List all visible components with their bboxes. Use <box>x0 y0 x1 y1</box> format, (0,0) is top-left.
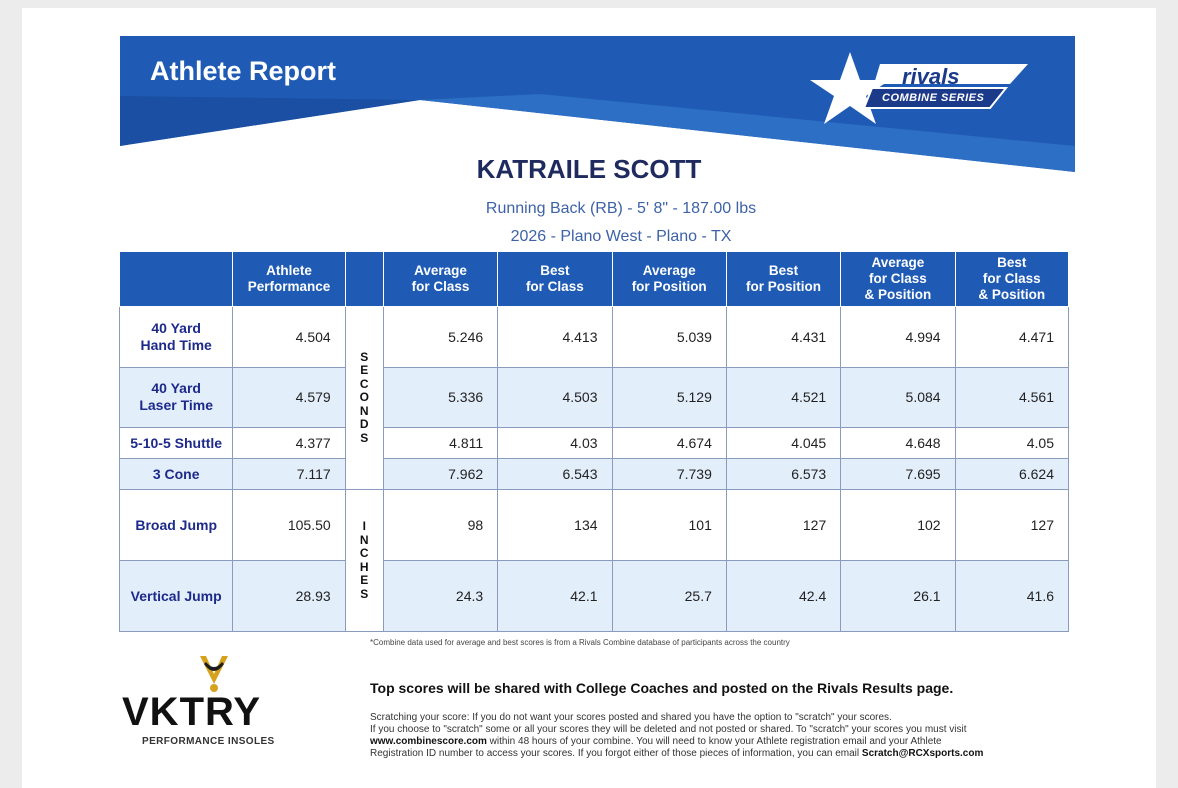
table-row-40-laser <box>120 367 1069 428</box>
avg-class-value: 98 <box>383 490 497 561</box>
athlete-value: 7.117 <box>233 459 345 490</box>
rivals-wordmark: rivals <box>902 64 960 89</box>
best-position-value: 42.4 <box>726 561 840 632</box>
avg-class-position-value: 5.084 <box>841 367 955 428</box>
avg-class-value: 24.3 <box>383 561 497 632</box>
best-position-value: 4.431 <box>726 307 840 368</box>
table-row-broad-jump <box>120 490 1069 561</box>
scratch-instructions <box>370 712 1070 760</box>
scores-shared-notice: Top scores will be shared with College Coaches and posted on the Rivals Results page. <box>370 680 954 696</box>
avg-class-position-value: 4.648 <box>841 428 955 459</box>
header-best-class-position: Best for Class & Position <box>955 252 1068 307</box>
unit-letter: C <box>359 376 369 391</box>
report-title: Athlete Report <box>150 56 337 86</box>
header-average-class-position: Average for Class & Position <box>841 252 955 307</box>
best-class-position-value: 41.6 <box>955 561 1068 632</box>
best-class-position-value: 4.561 <box>955 367 1068 428</box>
unit-letter: H <box>359 559 369 574</box>
scratch-paragraph-1: Scratching your score: If you do not want your scores posted and shared you have the option to "scratch" your scores. <box>370 712 892 723</box>
unit-letter: S <box>360 586 369 601</box>
table-row-shuttle <box>120 428 1069 459</box>
header-best-class: Best for Class <box>498 252 612 307</box>
athlete-value: 28.93 <box>233 561 345 632</box>
best-class-value: 134 <box>498 490 612 561</box>
best-class-value: 4.413 <box>498 307 612 368</box>
best-class-position-value: 127 <box>955 490 1068 561</box>
unit-letter: O <box>359 390 369 405</box>
avg-position-value: 4.674 <box>612 428 726 459</box>
unit-seconds-label <box>345 307 383 490</box>
header-metric <box>120 252 233 307</box>
vktry-logo <box>120 654 310 754</box>
best-position-value: 127 <box>726 490 840 561</box>
unit-letter: S <box>360 349 369 364</box>
vktry-wordmark: VKTRY <box>122 690 262 734</box>
unit-letter: E <box>360 573 369 588</box>
avg-position-value: 5.039 <box>612 307 726 368</box>
athlete-name: KATRAILE SCOTT <box>476 154 702 184</box>
athlete-value: 4.504 <box>233 307 345 368</box>
combine-series-wordmark: COMBINE SERIES <box>882 92 985 104</box>
avg-class-value: 4.811 <box>383 428 497 459</box>
best-position-value: 4.521 <box>726 367 840 428</box>
unit-letter: E <box>360 363 369 378</box>
metric-label: 5-10-5 Shuttle <box>120 428 233 459</box>
unit-letter: N <box>359 532 369 547</box>
avg-position-value: 7.739 <box>612 459 726 490</box>
scratch-text-cont: within 48 hours of your combine. You will need to know your Athlete registration email and your Athlete <box>486 736 942 747</box>
table-row-3-cone <box>120 459 1069 490</box>
vktry-tagline: PERFORMANCE INSOLES <box>142 736 275 747</box>
athlete-position-size: Running Back (RB) - 5' 8" - 187.00 lbs <box>485 200 757 217</box>
header-average-position: Average for Position <box>612 252 726 307</box>
scratch-paragraph-2 <box>370 724 1070 748</box>
metric-label: 40 Yard Laser Time <box>120 367 233 428</box>
unit-letter: D <box>359 417 369 432</box>
scratch-email-link[interactable]: Scratch@RCXsports.com <box>861 748 984 759</box>
best-class-position-value: 6.624 <box>955 459 1068 490</box>
header-best-position: Best for Position <box>726 252 840 307</box>
rivals-logo <box>810 50 1040 130</box>
avg-class-position-value: 26.1 <box>841 561 955 632</box>
metric-label: 3 Cone <box>120 459 233 490</box>
table-row-40-hand <box>120 307 1069 368</box>
avg-class-value: 7.962 <box>383 459 497 490</box>
metric-label: Broad Jump <box>120 490 233 561</box>
athlete-class-school: 2026 - Plano West - Plano - TX <box>510 228 732 245</box>
unit-letter: C <box>359 546 369 561</box>
scratch-paragraph-3 <box>370 748 1070 760</box>
athlete-value: 4.377 <box>233 428 345 459</box>
metric-label: Vertical Jump <box>120 561 233 632</box>
best-class-value: 4.503 <box>498 367 612 428</box>
unit-letter: S <box>360 430 369 445</box>
header-unit <box>345 252 383 307</box>
table-header-row <box>120 252 1069 307</box>
athlete-value: 4.579 <box>233 367 345 428</box>
vktry-emblem-icon <box>196 654 232 694</box>
header-average-class: Average for Class <box>383 252 497 307</box>
combinescore-link[interactable]: www.combinescore.com <box>370 736 487 747</box>
avg-class-value: 5.336 <box>383 367 497 428</box>
data-footnote: *Combine data used for average and best scores is from a Rivals Combine database of participants across the country <box>370 638 790 647</box>
header-banner <box>120 36 1075 172</box>
best-class-value: 42.1 <box>498 561 612 632</box>
avg-position-value: 101 <box>612 490 726 561</box>
header-athlete-performance: Athlete Performance <box>233 252 345 307</box>
avg-class-value: 5.246 <box>383 307 497 368</box>
best-position-value: 4.045 <box>726 428 840 459</box>
avg-class-position-value: 102 <box>841 490 955 561</box>
best-position-value: 6.573 <box>726 459 840 490</box>
avg-class-position-value: 7.695 <box>841 459 955 490</box>
results-table <box>119 251 1069 632</box>
avg-class-position-value: 4.994 <box>841 307 955 368</box>
best-class-value: 6.543 <box>498 459 612 490</box>
metric-label: 40 Yard Hand Time <box>120 307 233 368</box>
avg-position-value: 5.129 <box>612 367 726 428</box>
best-class-position-value: 4.471 <box>955 307 1068 368</box>
unit-letter: N <box>359 403 369 418</box>
best-class-value: 4.03 <box>498 428 612 459</box>
rivals-star-icon <box>810 50 1040 130</box>
athlete-value: 105.50 <box>233 490 345 561</box>
unit-letter: I <box>362 519 366 534</box>
best-class-position-value: 4.05 <box>955 428 1068 459</box>
scratch-text: Registration ID number to access your scores. If you forgot either of those pieces of information, you can email <box>370 748 862 759</box>
unit-inches-label <box>345 490 383 632</box>
table-row-vertical-jump <box>120 561 1069 632</box>
scratch-text: If you choose to "scratch" some or all your scores they will be deleted and not posted or shared. To "scratch" your scores you must visit <box>370 724 967 735</box>
avg-position-value: 25.7 <box>612 561 726 632</box>
